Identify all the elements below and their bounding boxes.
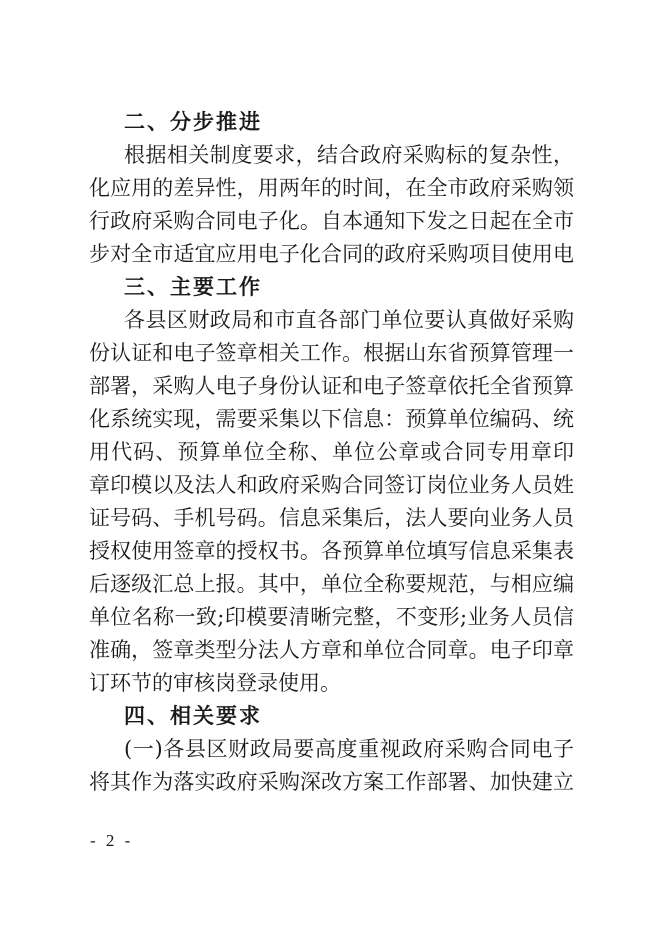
section-heading: 二、分步推进 xyxy=(124,110,262,134)
paragraph-line: 证号码、手机号码。信息采集后，法人要向业务人员 xyxy=(89,506,574,530)
paragraph-line: 章印模以及法人和政府采购合同签订岗位业务人员姓 xyxy=(89,473,574,497)
paragraph-line: 准确，签章类型分法人方章和单位合同章。电子印章 xyxy=(89,638,574,662)
paragraph-line: (一)各县区财政局要高度重视政府采购合同电子 xyxy=(124,737,574,761)
paragraph-line: 行政府采购合同电子化。自本通知下发之日起在全市 xyxy=(89,209,574,233)
paragraph-line: 步对全市适宜应用电子化合同的政府采购项目使用电 xyxy=(89,242,574,266)
paragraph-line: 化应用的差异性，用两年的时间，在全市政府采购领 xyxy=(89,176,574,200)
paragraph-line: 根据相关制度要求，结合政府采购标的复杂性， xyxy=(124,143,574,167)
paragraph-line: 化系统实现，需要采集以下信息：预算单位编码、统 xyxy=(89,407,574,431)
paragraph-line: 订环节的审核岗登录使用。 xyxy=(89,671,341,695)
paragraph-line: 部署，采购人电子身份认证和电子签章依托全省预算 xyxy=(89,374,574,398)
page-number: - 2 - xyxy=(90,831,134,850)
paragraph-line: 授权使用签章的授权书。各预算单位填写信息采集表 xyxy=(89,539,574,563)
section-heading: 三、主要工作 xyxy=(124,275,262,299)
paragraph-line: 各县区财政局和市直各部门单位要认真做好采购 xyxy=(124,308,574,332)
paragraph-line: 单位名称一致;印模要清晰完整，不变形;业务人员信 xyxy=(89,605,574,629)
paragraph-line: 将其作为落实政府采购深改方案工作部署、加快建立 xyxy=(89,770,574,794)
paragraph-line: 后逐级汇总上报。其中，单位全称要规范，与相应编 xyxy=(89,572,574,596)
paragraph-line: 份认证和电子签章相关工作。根据山东省预算管理一 xyxy=(89,341,574,365)
section-heading: 四、相关要求 xyxy=(124,704,262,728)
paragraph-line: 用代码、预算单位全称、单位公章或合同专用章印 xyxy=(89,440,574,464)
